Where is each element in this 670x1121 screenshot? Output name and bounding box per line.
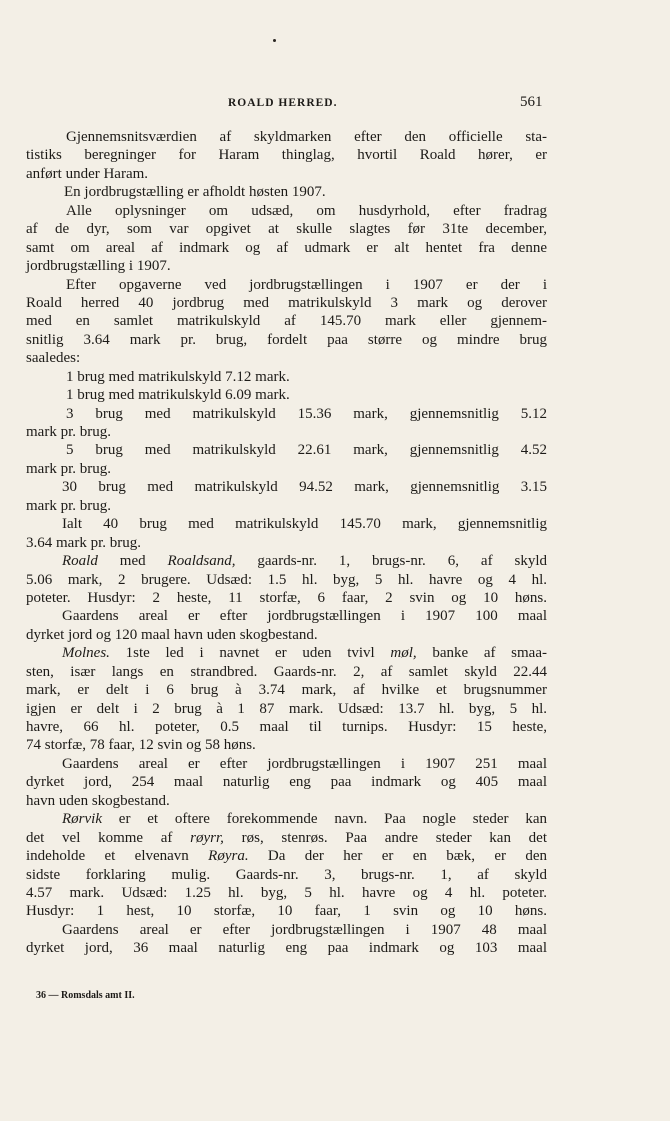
text-line: dyrket jord, 254 maal naturlig eng paa indmark og 405 maal	[26, 774, 547, 791]
text-line: samt om areal af indmark og af udmark er alt hentet fra denne	[26, 239, 547, 256]
farm-name-roald: Roald	[62, 553, 98, 570]
text-line: tistiks beregninger for Haram thinglag, hvortil Roald hører, er	[26, 147, 547, 164]
text-line: Roald herred 40 jordbrug med matrikulskyld 3 mark og derover	[26, 294, 547, 311]
text-line: Alle oplysninger om udsæd, om husdyrhold, efter fradrag	[66, 202, 547, 219]
text-run: det vel komme af	[26, 829, 191, 846]
text-line	[26, 810, 547, 828]
text-line: 5.06 mark, 2 brugere. Udsæd: 1.5 hl. byg, 5 hl. havre og 4 hl.	[26, 571, 547, 588]
word-mol: møl,	[390, 645, 417, 662]
text-line: 3.64 mark pr. brug.	[26, 534, 141, 551]
text-line: 5 brug med matrikulskyld 22.61 mark, gjennemsnitlig 4.52	[66, 442, 547, 459]
text-run: gaards-nr. 1, brugs-nr. 6, af skyld	[235, 553, 547, 570]
text-line: Husdyr: 1 hest, 10 storfæ, 10 faar, 1 svin og 10 høns.	[26, 903, 547, 920]
signature-mark: 36 — Romsdals amt II.	[36, 990, 135, 1001]
text-line: En jordbrugstælling er afholdt høsten 1907.	[64, 184, 326, 201]
text-line: dyrket jord og 120 maal havn uden skogbestand.	[26, 626, 318, 643]
text-line	[26, 847, 547, 865]
text-line: Gaardens areal er efter jordbrugstællingen i 1907 251 maal	[62, 755, 547, 772]
text-line: saaledes:	[26, 350, 81, 367]
text-line: Gjennemsnitsværdien af skyldmarken efter den officielle sta-	[66, 129, 547, 145]
text-line: sidste forklaring mulig. Gaards-nr. 3, brugs-nr. 1, af skyld	[26, 866, 547, 883]
text-line: 30 brug med matrikulskyld 94.52 mark, gjennemsnitlig 3.15	[62, 479, 547, 496]
text-line: Gaardens areal er efter jordbrugstællingen i 1907 48 maal	[62, 921, 547, 938]
place-name-roaldsand: Roaldsand,	[167, 553, 236, 570]
running-header: ROALD HERRED.	[228, 97, 338, 109]
printing-dot	[273, 39, 276, 42]
text-line: jordbrugstælling i 1907.	[26, 258, 171, 275]
text-line: 74 storfæ, 78 faar, 12 svin og 58 høns.	[26, 737, 256, 754]
text-line: mark pr. brug.	[26, 497, 111, 514]
text-line: 3 brug med matrikulskyld 15.36 mark, gjennemsnitlig 5.12	[66, 405, 547, 422]
text-run: er et oftere forekommende navn. Paa nogle steder kan	[101, 811, 547, 828]
page-number: 561	[520, 94, 543, 110]
text-run: røs, stenrøs. Paa andre steder kan det	[223, 829, 547, 846]
farm-name-molnes: Molnes.	[62, 645, 110, 662]
text-line: mark, er delt i 6 brug à 3.74 mark, af hvilke et brugsnummer	[26, 682, 547, 699]
text-run: Da der her er en bæk, er den	[248, 848, 547, 865]
text-line: med en samlet matrikulskyld af 145.70 mark eller gjennem-	[26, 313, 547, 330]
river-name-royra: Røyra.	[208, 848, 249, 865]
text-run: med	[97, 553, 168, 570]
text-line: dyrket jord, 36 maal naturlig eng paa indmark og 103 maal	[26, 940, 547, 957]
text-line: havn uden skogbestand.	[26, 792, 170, 809]
text-line: 1 brug med matrikulskyld 6.09 mark.	[66, 387, 290, 404]
text-run: 1ste led i navnet er uden tvivl	[109, 645, 391, 662]
text-line: havre, 66 hl. poteter, 0.5 maal til turnips. Husdyr: 15 heste,	[26, 719, 547, 735]
text-line: Efter opgaverne ved jordbrugstællingen i 1907 er der i	[66, 276, 547, 293]
text-line: mark pr. brug.	[26, 424, 111, 440]
text-line: mark pr. brug.	[26, 460, 111, 477]
text-line: Ialt 40 brug med matrikulskyld 145.70 mark, gjennemsnitlig	[62, 516, 547, 533]
farm-name-rorvik: Rørvik	[62, 811, 102, 828]
text-run: indeholde et elvenavn	[26, 848, 209, 865]
text-line	[26, 644, 547, 662]
word-royrr: røyrr,	[190, 829, 224, 846]
text-run: banke af smaa-	[416, 645, 547, 662]
text-line: igjen er delt i 2 brug à 1 87 mark. Udsæd: 13.7 hl. byg, 5 hl.	[26, 700, 547, 717]
text-line	[26, 829, 547, 847]
text-line: sten, især langs en strandbred. Gaards-nr. 2, af samlet skyld 22.44	[26, 663, 547, 680]
body-text	[26, 128, 547, 958]
text-line	[26, 552, 547, 570]
text-line: Gaardens areal er efter jordbrugstællingen i 1907 100 maal	[62, 608, 547, 625]
text-line: poteter. Husdyr: 2 heste, 11 storfæ, 6 faar, 2 svin og 10 høns.	[26, 589, 547, 606]
text-line: 4.57 mark. Udsæd: 1.25 hl. byg, 5 hl. havre og 4 hl. poteter.	[26, 884, 547, 901]
text-line: 1 brug med matrikulskyld 7.12 mark.	[66, 368, 290, 385]
text-line: af de dyr, som var opgivet at skulle slagtes før 31te december,	[26, 221, 547, 238]
text-line: anført under Haram.	[26, 165, 149, 182]
text-line: snitlig 3.64 mark pr. brug, fordelt paa større og mindre brug	[26, 331, 547, 348]
